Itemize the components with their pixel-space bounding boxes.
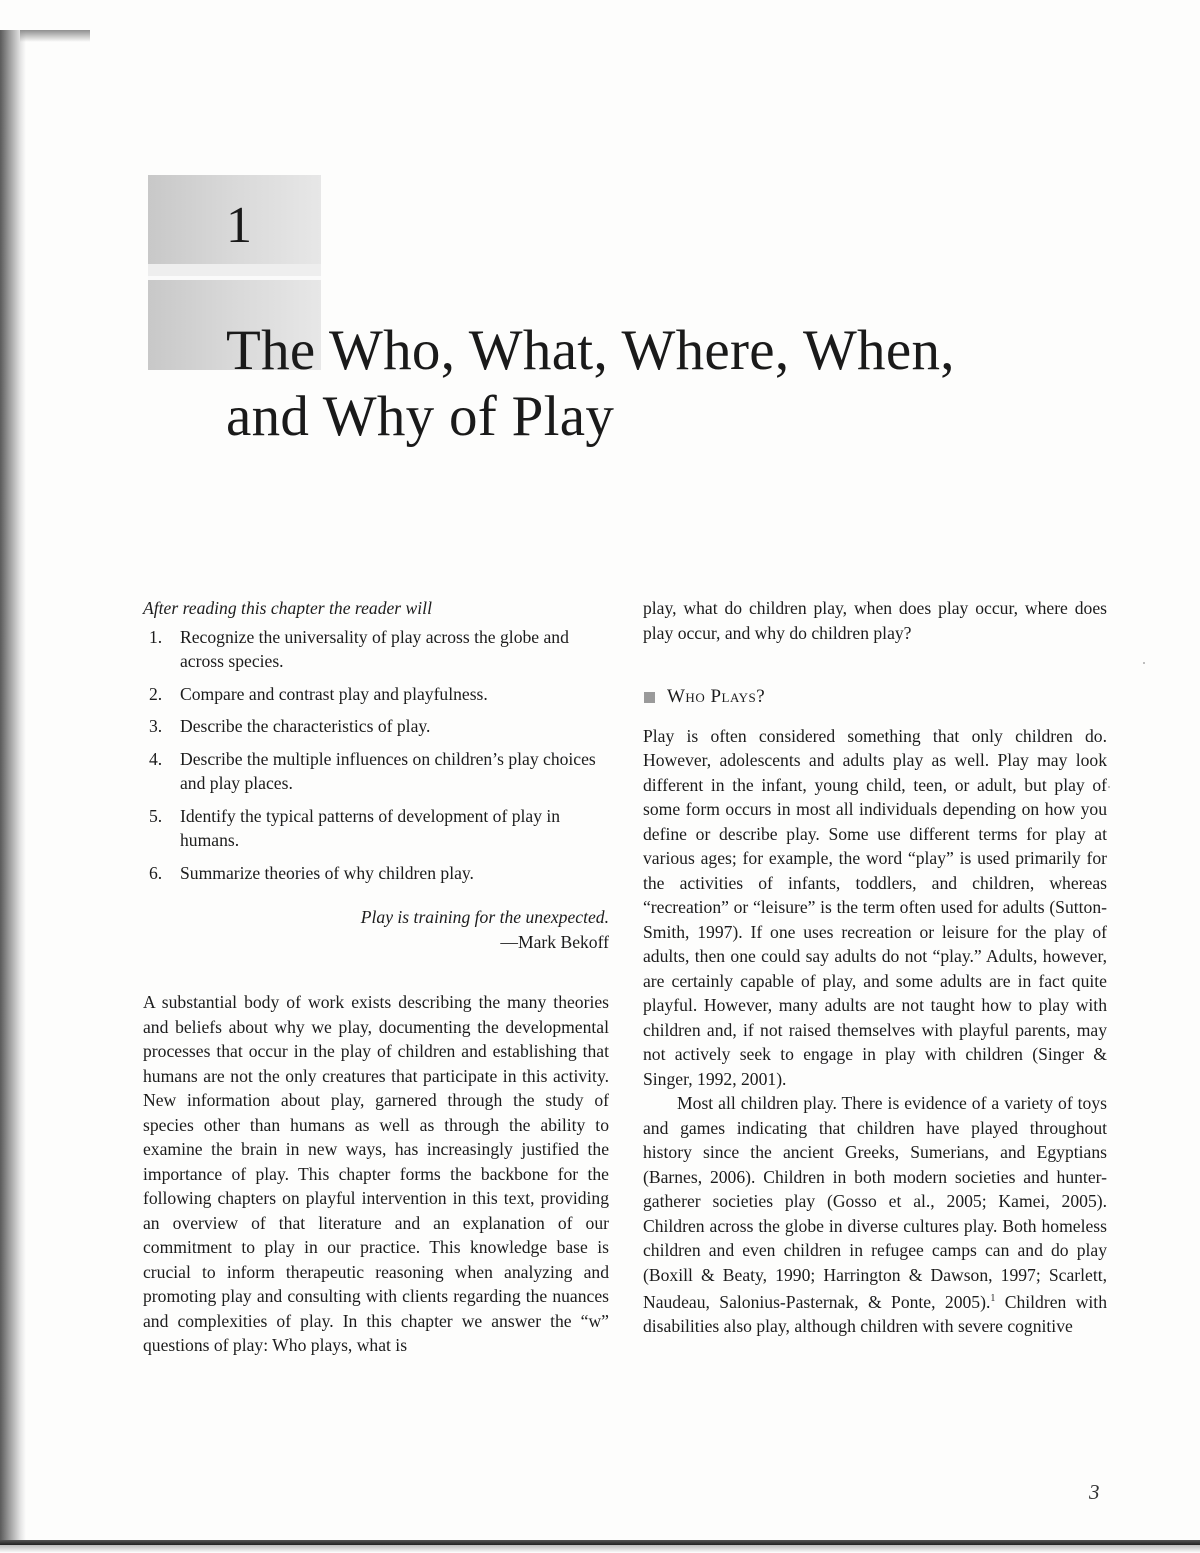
chapter-number: 1 [226,197,252,254]
objective-item [143,714,609,739]
objective-number: 5. [149,805,163,826]
section-paragraph-2-text: Most all children play. There is evidence of a variety of toys and games indicating that children have played throughout history since the ancient Greeks, Sumerians, and Egyptians (Barnes, 2006). Children in both modern societies and hunter-gatherer societies play (Gosso et al., 2005; Kamei, 2005). Children across the globe in diverse cultures play. Both homeless children and even children in refugee camps can and do play (Boxill & Beaty, 1990; Harrington & Dawson, 1997; Scarlett, Naudeau, Salonius-Pasternak, & Ponte, 2005). [643,1093,1107,1312]
scan-binding-shadow [0,30,26,1545]
section-heading-text: Who Plays? [667,686,766,707]
objective-text: Describe the multiple influences on children’s play choices and play places. [180,748,596,793]
section-heading [643,685,1107,710]
chapter-title [226,318,1126,450]
intro-continuation: play, what do children play, when does play occur, where does play occur, and why do children play? [643,598,1107,643]
epigraph-attribution: —Mark Bekoff [500,931,609,952]
objective-number: 4. [149,748,163,769]
objective-text: Describe the characteristics of play. [180,716,431,736]
square-bullet-icon [644,692,655,703]
section-paragraph-2 [643,1091,1107,1339]
chapter-block-gap [148,276,321,280]
objective-text: Recognize the universality of play across the globe and across species. [180,626,569,671]
scan-speck [1143,662,1145,664]
page-number: 3 [1089,1480,1100,1504]
epigraph-quote: Play is training for the unexpected. [360,907,609,927]
objective-text: Identify the typical patterns of development of play in humans. [180,805,561,850]
spacer [143,954,609,990]
chapter-block-band [148,264,321,276]
objective-number: 2. [149,683,163,704]
footnote-marker: 1 [990,1293,996,1304]
chapter-title-line-2: and Why of Play [226,385,615,448]
objective-number: 1. [149,626,163,647]
left-column [143,596,609,1358]
epigraph [143,905,609,954]
section-paragraph-1: Play is often considered something that only children do. However, adolescents and adults play as well. Play may look different in the infant, young child, teen, or adult, but play of some form occurs in most all individuals depending on how you define or describe play. Some use different terms for play at various ages; for example, the word “play” is used primarily for the activities of infants, toddlers, and children, whereas “recreation” or “leisure” is the term often used for adults (Sutton-Smith, 1997). If one uses recreation or leisure for the play of adults, then one could say adults do not “play.” Adults, however, are certainly capable of play, and some adults are in fact quite playful. However, many adults are not taught how to play with children and, if not raised themselves with playful parents, may not actively seek to engage in play with children (Singer & Singer, 1992, 2001). [643,725,1107,1089]
scan-speck [1108,786,1110,788]
objective-number: 6. [149,862,163,883]
objective-item [143,747,609,796]
intro-paragraph: A substantial body of work exists describing the many theories and beliefs about why we play, documenting the developmental processes that occur in the play of children and establishing that humans are not the only creatures that participate in this activity. New information about play, garnered through the study of species other than humans as well as through the ability to examine the brain in new ways, has increasingly justified the importance of play. This chapter forms the backbone for the following chapters on playful intervention in this text, providing an overview of that literature and an explanation of our commitment to play in our practice. This knowledge base is crucial to inform therapeutic reasoning when analyzing and promoting play and consulting with clients regarding the nuances and complexities of play. In this chapter we answer the “w” questions of play: Who plays, what is [143,992,609,1355]
right-column [643,596,1107,1339]
objective-item [143,682,609,707]
objective-number: 3. [149,716,163,736]
objective-text: Summarize theories of why children play. [180,862,474,883]
scan-bottom-fade [0,1545,1200,1553]
scan-corner-shadow [20,30,90,42]
chapter-title-line-1: The Who, What, Where, When, [226,319,955,382]
objective-item [143,625,609,674]
section-paragraph-2-tail: Children with disabilities also play, although children with severe cognitive [643,1291,1107,1337]
objectives-list [143,625,609,886]
objective-item [143,804,609,853]
objective-text: Compare and contrast play and playfulness. [180,683,488,704]
objective-item [143,861,609,886]
objectives-intro: After reading this chapter the reader will [143,598,432,618]
